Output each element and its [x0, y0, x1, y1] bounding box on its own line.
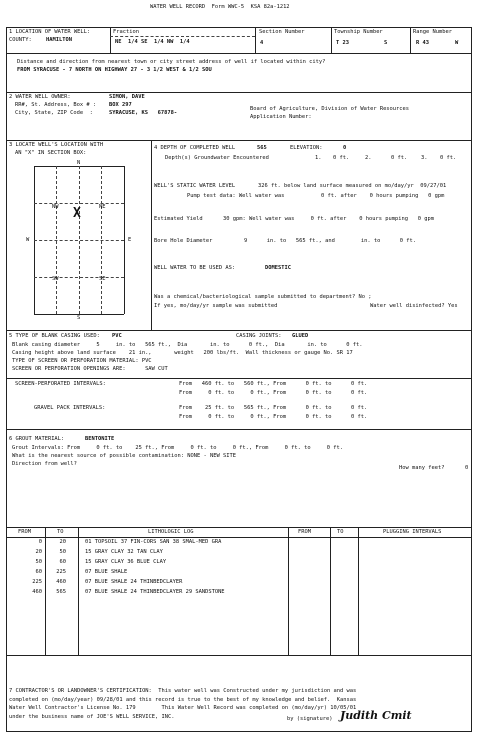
quadrant-ne: NE — [99, 204, 106, 210]
log-description: 07 BLUE SHALE 24 THINBEDCLAYER 29 SANDSTONE — [85, 589, 225, 595]
log-description: 01 TOPSOIL 37 FIN-CORS SAN 38 SMAL-MED GRA — [85, 539, 222, 545]
section-value: 4 — [260, 40, 264, 46]
frame-right — [471, 27, 472, 731]
divider — [6, 429, 472, 430]
quadrant-se: SE — [99, 276, 106, 282]
compass-east: E — [128, 237, 132, 243]
casing-height-line: Casing height above land surface 21 in., weight 200 lbs/ft. Wall thickness or gauge No. SR 17 — [12, 350, 353, 356]
joints-value: GLUED — [292, 333, 309, 339]
divider — [6, 27, 472, 28]
log-from: 0 — [38, 539, 42, 545]
screen-type-line: TYPE OF SCREEN OR PERFORATION MATERIAL: PVC — [12, 358, 152, 364]
divider — [410, 27, 411, 53]
grout-label: 6 GROUT MATERIAL: — [9, 436, 65, 442]
static-level-label: WELL'S STATIC WATER LEVEL — [154, 183, 236, 189]
quadrant-nw: NW — [52, 204, 59, 210]
static-level-value: 326 ft. below land surface measured on mo/day/yr 09/27/01 — [258, 183, 447, 189]
grout-value: BENTONITE — [85, 436, 115, 442]
divider — [6, 140, 472, 141]
screen-intervals-1: From 460 ft. to 560 ft., From 0 ft. to 0 ft. — [179, 381, 368, 387]
distance-value: FROM SYRACUSE - 7 NORTH ON HIGHWAY 27 - 3 1/2 WEST & 1/2 SOU — [17, 67, 212, 73]
log-from: 460 — [32, 589, 42, 595]
compass-north: N — [77, 160, 81, 166]
log-header-from: FROM — [18, 529, 31, 535]
range-value: R 43 — [416, 40, 429, 46]
divider — [331, 27, 332, 53]
divider — [6, 378, 472, 379]
log-description: 15 GRAY CLAY 32 TAN CLAY — [85, 549, 163, 555]
certification-line-3: Water Well Contractor's License No. 179 This Water Well Record was completed on (mo/day/yr) 10/05/01 — [9, 705, 357, 711]
casing-diameter-line: Blank casing diameter 5 in. to 565 ft., Dia in. to 0 ft., Dia in. to 0 ft. — [12, 342, 363, 348]
section-box-edge — [124, 166, 125, 314]
log-header-to: TO — [57, 529, 64, 535]
section-box-grid — [34, 203, 124, 204]
log-to: 225 — [56, 569, 66, 575]
divider — [288, 527, 289, 655]
application-label: Application Number: — [250, 114, 312, 120]
township-label: Township Number — [334, 29, 383, 35]
location-label: 1 LOCATION OF WATER WELL: — [9, 29, 91, 35]
contamination-line: What is the nearest source of possible contamination: NONE - NEW SITE — [12, 453, 236, 459]
groundwater-2-value: 0 ft. — [391, 155, 408, 161]
signature-label: by (signature) — [287, 716, 333, 722]
how-many-feet-label: How many feet? — [399, 465, 445, 471]
groundwater-1-label: 1. — [315, 155, 322, 161]
signature: Judith Cmit — [340, 709, 412, 722]
depth-value: 565 — [257, 145, 267, 151]
range-label: Range Number — [413, 29, 452, 35]
log-header-lithologic: LITHOLOGIC LOG — [148, 529, 194, 535]
log-to: 20 — [59, 539, 66, 545]
how-many-feet-value: 0 — [465, 465, 469, 471]
bore-value: 9 in. to 565 ft., and in. to 0 ft. — [244, 238, 417, 244]
yield-label: Estimated Yield — [154, 216, 203, 222]
divider — [6, 53, 472, 54]
pump-test-value: 0 ft. after 0 hours pumping 0 gpm — [321, 193, 445, 199]
groundwater-3-label: 3. — [421, 155, 428, 161]
divider — [78, 527, 79, 655]
section-box-grid — [34, 277, 124, 278]
divider — [6, 655, 472, 656]
divider — [151, 140, 152, 330]
frame-bottom — [6, 731, 472, 732]
divider — [110, 36, 255, 37]
log-header-plugging: PLUGGING INTERVALS — [383, 529, 442, 535]
range-direction: W — [455, 40, 459, 46]
casing-value: PVC — [112, 333, 122, 339]
log-to: 460 — [56, 579, 66, 585]
section-box-grid — [34, 240, 124, 241]
section-label: Section Number — [259, 29, 305, 35]
depth-label: 4 DEPTH OF COMPLETED WELL — [154, 145, 236, 151]
section-box-subtitle: AN "X" IN SECTION BOX: — [15, 150, 87, 156]
elevation-label: ELEVATION: — [290, 145, 323, 151]
direction-label: Direction from well? — [12, 461, 77, 467]
county-value: HAMILTON — [46, 37, 72, 43]
quadrant-sw: SW — [52, 276, 59, 282]
chem-sample-date-label: If yes, mo/day/yr sample was submitted — [154, 303, 278, 309]
distance-label: Distance and direction from nearest town or city street address of well if located within city? — [17, 59, 326, 65]
log-to: 565 — [56, 589, 66, 595]
divider — [6, 537, 472, 538]
log-to: 50 — [59, 549, 66, 555]
divider — [330, 527, 331, 655]
certification-line-4: under the business name of JOE'S WELL SERVICE, INC. — [9, 714, 175, 720]
county-label: COUNTY: — [9, 37, 32, 43]
well-location-mark: X — [73, 206, 81, 221]
divider — [110, 27, 111, 53]
compass-south: S — [77, 315, 81, 321]
use-label: WELL WATER TO BE USED AS: — [154, 265, 236, 271]
section-box-title: 3 LOCATE WELL'S LOCATION WITH — [9, 142, 104, 148]
pump-test-label: Pump test data: Well water was — [187, 193, 285, 199]
groundwater-label: Depth(s) Groundwater Encountered — [165, 155, 269, 161]
gravel-intervals-2: From 0 ft. to 0 ft., From 0 ft. to 0 ft. — [179, 414, 368, 420]
board-label: Board of Agriculture, Division of Water Resources — [250, 106, 410, 112]
city-label: City, State, ZIP Code : — [15, 110, 93, 116]
chem-sample-question: Was a chemical/bacteriological sample submitted to department? No ; — [154, 294, 372, 300]
log-description: 07 BLUE SHALE 24 THINBEDCLAYER — [85, 579, 183, 585]
township-value: T 23 — [336, 40, 349, 46]
log-from: 50 — [35, 559, 42, 565]
grout-intervals: Grout Intervals: From 0 ft. to 25 ft., From 0 ft. to 0 ft., From 0 ft. to 0 ft. — [12, 445, 344, 451]
divider — [6, 92, 472, 93]
divider — [45, 527, 46, 655]
disinfected-label: Water well disinfected? Yes — [370, 303, 458, 309]
log-header-from-2: FROM — [298, 529, 311, 535]
certification-line-1: 7 CONTRACTOR'S OR LANDOWNER'S CERTIFICATION: This water well was Constructed under my jurisdiction and was — [9, 688, 357, 694]
divider — [358, 527, 359, 655]
address-label: RR#, St. Address, Box # : — [15, 102, 97, 108]
bore-label: Bore Hole Diameter — [154, 238, 213, 244]
log-from: 20 — [35, 549, 42, 555]
casing-label: 5 TYPE OF BLANK CASING USED: — [9, 333, 100, 339]
elevation-value: 0 — [343, 145, 347, 151]
compass-west: W — [26, 237, 30, 243]
gravel-intervals-1: From 25 ft. to 565 ft., From 0 ft. to 0 ft. — [179, 405, 368, 411]
groundwater-1-value: 0 ft. — [333, 155, 350, 161]
fraction-value: NE 1/4 SE 1/4 NW 1/4 — [115, 39, 190, 45]
use-value: DOMESTIC — [265, 265, 291, 271]
divider — [6, 330, 472, 331]
yield-value: 30 gpm: Well water was 0 ft. after 0 hours pumping 0 gpm — [223, 216, 434, 222]
screen-intervals-2: From 0 ft. to 0 ft., From 0 ft. to 0 ft. — [179, 390, 368, 396]
certification-line-2: completed on (mo/day/year) 09/28/01 and this record is true to the best of my knowledge and belief. Kansas — [9, 697, 357, 703]
log-to: 60 — [59, 559, 66, 565]
log-from: 60 — [35, 569, 42, 575]
log-from: 225 — [32, 579, 42, 585]
township-direction: S — [384, 40, 388, 46]
gravel-intervals-label: GRAVEL PACK INTERVALS: — [34, 405, 106, 411]
divider — [6, 527, 472, 528]
groundwater-2-label: 2. — [365, 155, 372, 161]
fraction-label: Fraction — [113, 29, 139, 35]
groundwater-3-value: 0 ft. — [440, 155, 457, 161]
form-title: WATER WELL RECORD Form WWC-5 KSA 82a-1212 — [150, 4, 290, 10]
owner-value: SIMON, DAVE — [109, 94, 145, 100]
screen-intervals-label: SCREEN-PERFORATED INTERVALS: — [15, 381, 106, 387]
city-value: SYRACUSE, KS 67878- — [109, 110, 178, 116]
owner-label: 2 WATER WELL OWNER: — [9, 94, 71, 100]
log-header-to-2: TO — [337, 529, 344, 535]
log-description: 15 GRAY CLAY 36 BLUE CLAY — [85, 559, 167, 565]
address-value: BOX 297 — [109, 102, 132, 108]
divider — [255, 27, 256, 53]
joints-label: CASING JOINTS: — [236, 333, 282, 339]
log-description: 07 BLUE SHALE — [85, 569, 128, 575]
frame-left — [6, 27, 7, 731]
openings-line: SCREEN OR PERFORATION OPENINGS ARE: SAW CUT — [12, 366, 168, 372]
